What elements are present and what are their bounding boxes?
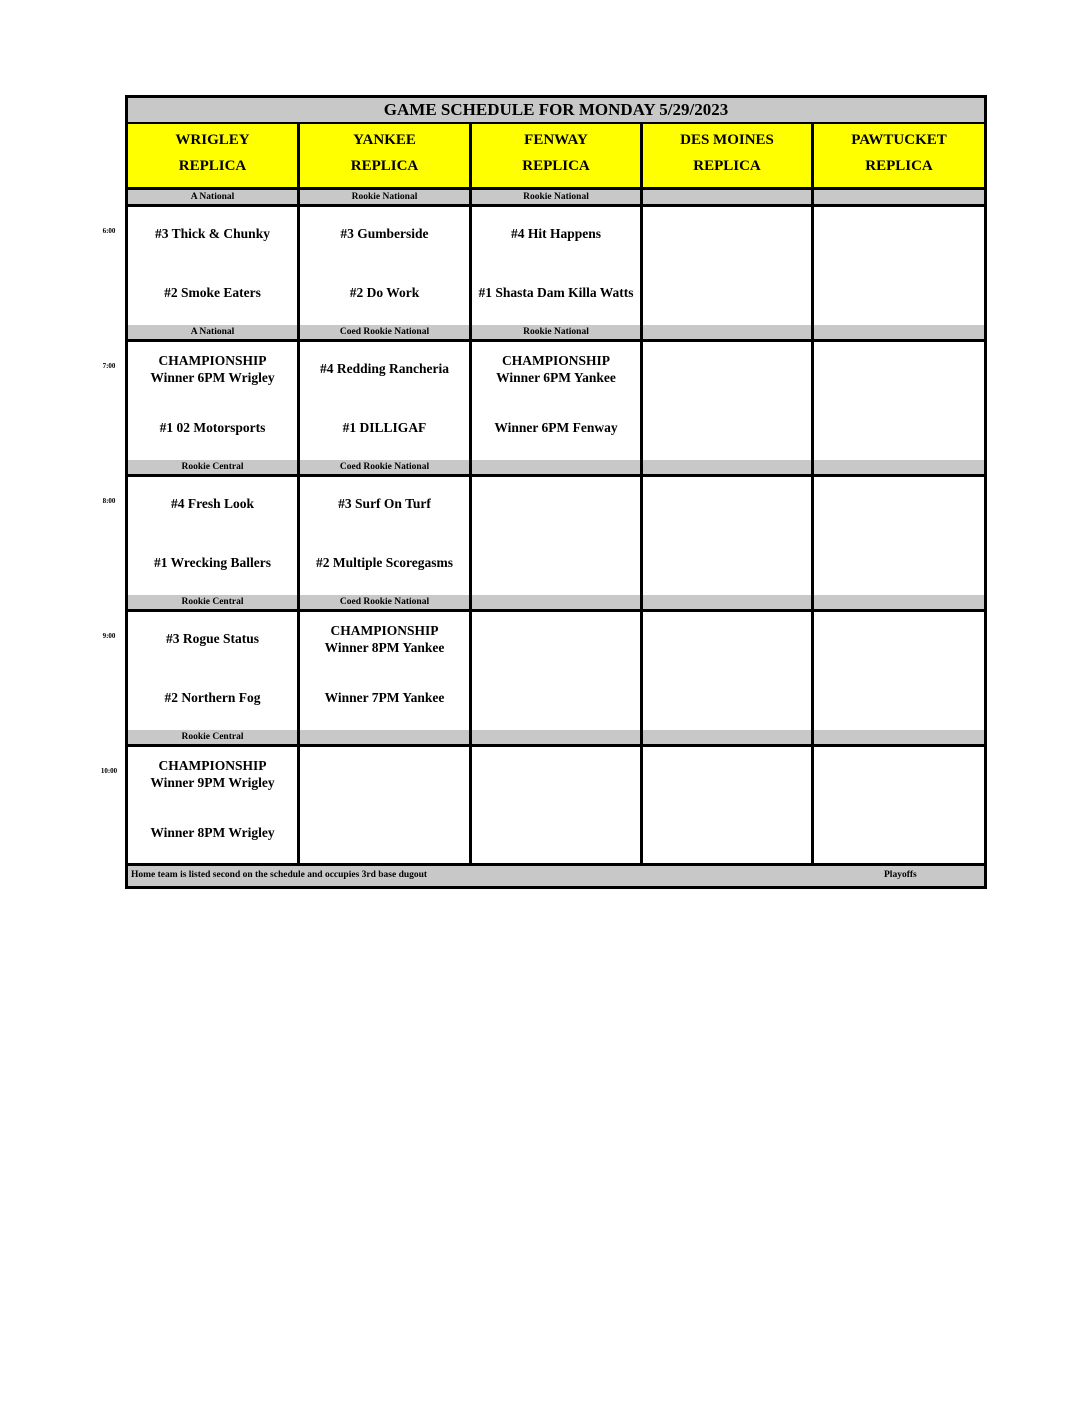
team-bottom: #1 DILLIGAF [342,420,427,435]
team-top-detail: Winner 6PM Wrigley [150,370,275,385]
team-top: #3 Gumberside [340,226,429,241]
team-top: CHAMPIONSHIP [330,623,439,638]
division-label: Coed Rookie National [339,597,430,607]
division-label [643,325,811,339]
division-label [814,460,984,474]
division-label: Rookie Central [181,462,244,472]
schedule-title: GAME SCHEDULE FOR MONDAY 5/29/2023 [128,98,984,124]
field-name: FENWAY [524,132,588,148]
field-subtitle: REPLICA [865,158,933,174]
field-subtitle: REPLICA [178,158,247,174]
field-header [472,124,640,190]
division-label [643,460,811,474]
team-top-detail: Winner 8PM Yankee [324,640,445,655]
field-header [814,124,984,190]
division-label [643,595,811,609]
field-name: DES MOINES [680,132,774,148]
division-label [814,190,984,204]
schedule-table [125,95,987,889]
field-header [300,124,469,190]
footer-bar [128,866,984,886]
team-top: CHAMPIONSHIP [502,353,610,368]
team-top: #3 Surf On Turf [338,496,431,511]
column-rule [469,124,472,864]
time-label: 7:00 [102,362,116,370]
time-label: 9:00 [102,632,116,640]
division-label: Coed Rookie National [339,462,430,472]
time-label: 8:00 [102,497,116,505]
division-label: A National [190,327,235,337]
footer-note: Home team is listed second on the schedule and occupies 3rd base dugout [131,870,428,880]
field-header [643,124,811,190]
team-top-detail: Winner 6PM Yankee [496,370,616,385]
division-label [472,730,640,744]
team-bottom: Winner 8PM Wrigley [150,825,275,840]
team-top: #4 Fresh Look [170,496,254,511]
team-top: CHAMPIONSHIP [158,758,267,773]
time-label: 6:00 [102,227,116,235]
team-bottom: #1 02 Motorsports [159,420,266,435]
division-label [643,730,811,744]
division-label: Rookie Central [181,597,244,607]
division-label [643,190,811,204]
team-bottom: #2 Multiple Scoregasms [316,555,453,570]
division-label [472,460,640,474]
team-top: CHAMPIONSHIP [158,353,267,368]
field-header [128,124,297,190]
field-name: PAWTUCKET [851,132,947,148]
division-label: Rookie National [351,192,418,202]
field-subtitle: REPLICA [693,158,761,174]
column-rule [811,124,814,864]
team-top: #3 Rogue Status [165,631,259,646]
team-bottom: Winner 6PM Fenway [494,420,618,435]
team-top: #4 Redding Rancheria [319,361,449,376]
team-bottom: Winner 7PM Yankee [324,690,445,705]
column-rule [297,124,300,864]
footer-tag: Playoffs [884,870,917,880]
field-name: YANKEE [353,132,416,148]
time-label: 10:00 [100,767,118,775]
division-label: Rookie Central [181,732,244,742]
division-label [814,730,984,744]
field-subtitle: REPLICA [522,158,590,174]
team-bottom: #1 Shasta Dam Killa Watts [478,285,634,300]
team-top: #3 Thick & Chunky [155,226,270,241]
field-name: WRIGLEY [175,132,250,148]
field-subtitle: REPLICA [350,158,419,174]
division-label [814,325,984,339]
division-label [814,595,984,609]
division-label [300,730,469,744]
column-rule [640,124,643,864]
team-bottom: #2 Smoke Eaters [164,285,261,300]
division-label: A National [190,192,235,202]
division-label: Rookie National [523,192,589,202]
team-bottom: #2 Northern Fog [164,690,261,705]
team-top: #4 Hit Happens [510,226,602,241]
division-label [472,595,640,609]
team-bottom: #1 Wrecking Ballers [153,555,271,570]
team-top-detail: Winner 9PM Wrigley [150,775,275,790]
division-label: Rookie National [523,327,589,337]
team-bottom: #2 Do Work [349,285,420,300]
division-label: Coed Rookie National [339,327,430,337]
